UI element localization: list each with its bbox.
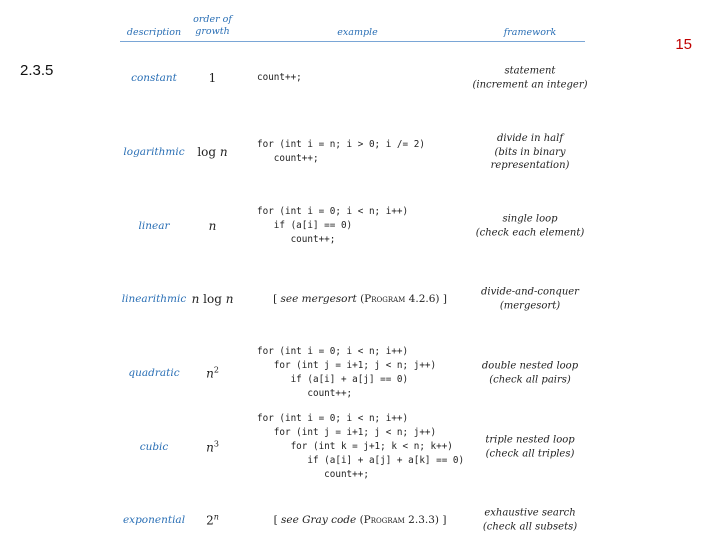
framework-cell [470, 434, 590, 461]
order-part: 1 [208, 71, 217, 85]
framework-line: (check all triples) [485, 448, 575, 459]
description-cell: linearithmic [121, 293, 187, 305]
ref-mid: ( [356, 514, 364, 526]
framework-line: (mergesort) [499, 300, 561, 311]
section-number: 2.3.5 [20, 62, 54, 79]
example-reference [260, 293, 460, 305]
framework-line: triple nested loop [485, 434, 575, 446]
framework-line: (check each element) [475, 227, 585, 238]
framework-cell [470, 213, 590, 240]
ref-tail: 4.2.6) ] [405, 293, 447, 305]
example-code: count++; [257, 72, 302, 83]
framework-cell [470, 507, 590, 534]
order-part: n [225, 292, 234, 306]
description-cell: cubic [139, 441, 169, 453]
framework-line: (check all pairs) [489, 374, 571, 385]
example-code: for (int i = 0; i < n; i++) for (int j = i+1; j < n; j++) for (int k = j+1; k < n; k++) if (a[i] + a[j] + a[k] == 0) count++; [257, 413, 465, 480]
ref-tail: 2.3.3) ] [404, 514, 447, 526]
slide-number: 15 [675, 36, 692, 53]
framework-line: double nested loop [481, 360, 579, 372]
ref-mid: ( [356, 293, 365, 305]
order-part: log [197, 145, 220, 159]
ref-program: Program [363, 514, 405, 526]
example-reference [260, 514, 460, 526]
framework-cell [470, 360, 590, 387]
ref-open: [ [273, 514, 281, 526]
order-part: 2 [206, 513, 214, 528]
example-code: for (int i = 0; i < n; i++) for (int j = i+1; j < n; j++) if (a[i] + a[j] == 0) count++; [257, 346, 437, 399]
header-framework: framework [503, 27, 557, 38]
framework-line: divide in half [496, 132, 564, 144]
order-of-growth-cell [185, 292, 240, 306]
framework-line: (increment an integer) [472, 79, 588, 90]
description-cell: constant [131, 72, 177, 84]
header-rule [120, 41, 585, 42]
header-order-of-growth [185, 14, 240, 38]
description-cell: quadratic [128, 367, 180, 379]
order-of-growth-cell [185, 440, 240, 455]
order-part: n [191, 292, 200, 306]
framework-line: representation) [490, 159, 570, 171]
framework-line: exhaustive search [484, 507, 576, 519]
order-part: n [206, 366, 214, 381]
ref-program: Program [364, 293, 406, 305]
ref-italic: see Gray code [281, 514, 357, 526]
example-code: for (int i = n; i > 0; i /= 2) count++; [257, 139, 425, 164]
order-of-growth-cell [185, 219, 240, 233]
example-code: for (int i = 0; i < n; i++) if (a[i] == 0) count++; [257, 206, 409, 245]
order-part: 2 [213, 365, 219, 375]
order-part: n [219, 145, 228, 159]
ref-italic: see mergesort [280, 293, 357, 305]
framework-line: (check all subsets) [482, 521, 578, 532]
framework-line: divide-and-conquer [481, 286, 579, 298]
framework-line: single loop [502, 213, 558, 225]
header-order-line1: order of [193, 14, 232, 25]
header-description: description [126, 27, 182, 38]
description-cell: exponential [122, 514, 186, 526]
header-order-line2: growth [195, 26, 230, 37]
order-of-growth-cell [185, 366, 240, 381]
order-part: log [199, 292, 226, 306]
ref-open: [ [273, 293, 281, 305]
description-cell: logarithmic [123, 146, 185, 158]
order-part: 3 [213, 439, 219, 449]
order-of-growth-cell [185, 71, 240, 85]
framework-line: (bits in binary [494, 146, 566, 158]
order-part: n [213, 512, 219, 522]
order-of-growth-cell [185, 513, 240, 528]
description-cell: linear [138, 220, 170, 232]
header-example: example [337, 27, 378, 38]
framework-cell [470, 132, 590, 173]
order-part: n [208, 219, 217, 233]
order-of-growth-cell [185, 145, 240, 159]
framework-line: statement [504, 65, 556, 77]
order-part: n [206, 440, 214, 455]
framework-cell [470, 286, 590, 313]
framework-cell [470, 65, 590, 92]
